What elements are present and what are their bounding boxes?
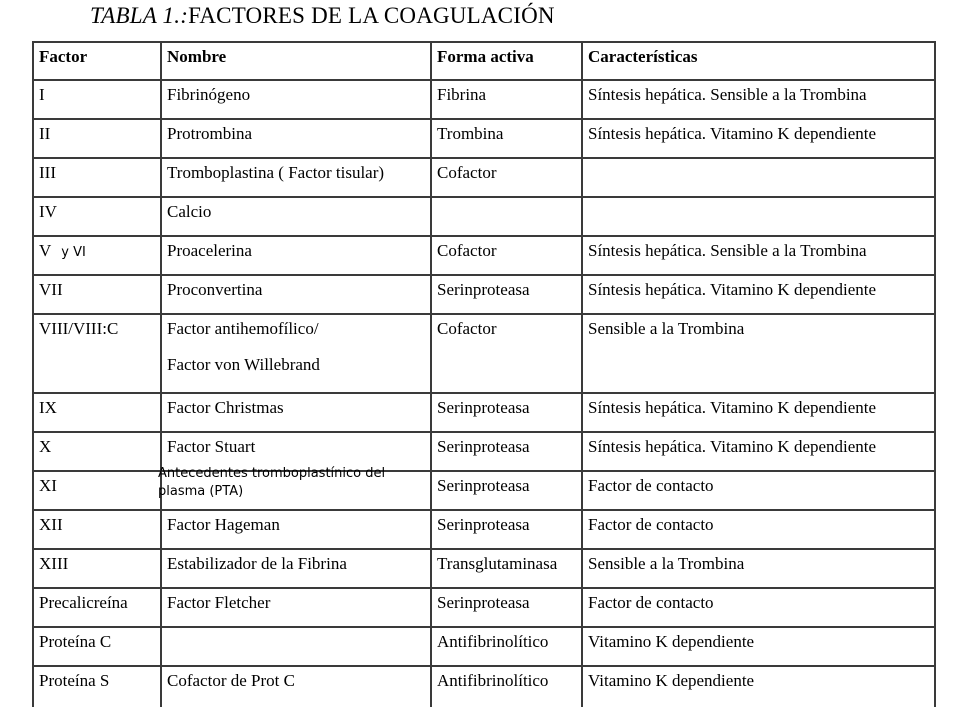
cell-forma: Trombina — [431, 119, 582, 158]
cell-factor: X — [33, 432, 161, 471]
cell-forma: Serinproteasa — [431, 275, 582, 314]
cell-forma: Cofactor — [431, 158, 582, 197]
cell-forma: Serinproteasa — [431, 588, 582, 627]
table-number: TABLA 1.: — [90, 3, 189, 28]
table-row — [33, 119, 935, 158]
table-row — [33, 314, 935, 393]
table-row — [33, 197, 935, 236]
cell-factor: Proteína S — [33, 666, 161, 707]
cell-forma: Cofactor — [431, 314, 582, 393]
cell-nombre — [161, 314, 431, 393]
factor-xi-name-note: Antecedentes tromboplastínico del plasma (PTA) — [158, 466, 386, 499]
cell-forma: Transglutaminasa — [431, 549, 582, 588]
cell-caract: Síntesis hepática. Vitamino K dependiente — [582, 432, 935, 471]
cell-caract: Síntesis hepática. Sensible a la Trombina — [582, 80, 935, 119]
cell-forma: Antifibrinolítico — [431, 666, 582, 707]
header-row — [33, 42, 935, 80]
table-row — [33, 627, 935, 666]
cell-caract: Factor de contacto — [582, 471, 935, 510]
table-title: FACTORES DE LA COAGULACIÓN — [188, 3, 555, 28]
nombre-line-1: Factor antihemofílico/ — [167, 319, 319, 338]
cell-factor: I — [33, 80, 161, 119]
cell-caract: Síntesis hepática. Sensible a la Trombina — [582, 236, 935, 275]
cell-factor — [33, 236, 161, 275]
factor-v-note: y VI — [61, 245, 86, 260]
cell-forma: Fibrina — [431, 80, 582, 119]
table-row — [33, 275, 935, 314]
cell-forma: Cofactor — [431, 236, 582, 275]
cell-factor: Proteína C — [33, 627, 161, 666]
nombre-line-2: Factor von Willebrand — [167, 355, 320, 374]
cell-nombre: Factor Fletcher — [161, 588, 431, 627]
header-forma-activa: Forma activa — [431, 42, 582, 80]
cell-nombre: Fibrinógeno — [161, 80, 431, 119]
cell-factor: XII — [33, 510, 161, 549]
cell-factor: IX — [33, 393, 161, 432]
cell-caract: Síntesis hepática. Vitamino K dependiente — [582, 393, 935, 432]
cell-caract: Factor de contacto — [582, 510, 935, 549]
cell-factor: III — [33, 158, 161, 197]
cell-factor: II — [33, 119, 161, 158]
cell-nombre: Proconvertina — [161, 275, 431, 314]
cell-nombre — [161, 627, 431, 666]
cell-forma: Serinproteasa — [431, 510, 582, 549]
table-row — [33, 158, 935, 197]
cell-nombre: Proacelerina — [161, 236, 431, 275]
header-nombre: Nombre — [161, 42, 431, 80]
table-row — [33, 236, 935, 275]
cell-caract — [582, 158, 935, 197]
cell-forma: Serinproteasa — [431, 432, 582, 471]
cell-factor: IV — [33, 197, 161, 236]
header-caracteristicas: Características — [582, 42, 935, 80]
cell-caract: Síntesis hepática. Vitamino K dependiente — [582, 275, 935, 314]
cell-nombre: Cofactor de Prot C — [161, 666, 431, 707]
cell-nombre: Tromboplastina ( Factor tisular) — [161, 158, 431, 197]
cell-nombre: Factor Hageman — [161, 510, 431, 549]
document-title — [90, 3, 555, 29]
cell-factor: Precalicreína — [33, 588, 161, 627]
cell-factor: VIII/VIII:C — [33, 314, 161, 393]
cell-caract: Síntesis hepática. Vitamino K dependiente — [582, 119, 935, 158]
table-row — [33, 588, 935, 627]
cell-nombre: Factor Christmas — [161, 393, 431, 432]
cell-forma: Antifibrinolítico — [431, 627, 582, 666]
cell-nombre: Protrombina — [161, 119, 431, 158]
table-row — [33, 549, 935, 588]
table-row — [33, 510, 935, 549]
table-row — [33, 80, 935, 119]
cell-nombre: Estabilizador de la Fibrina — [161, 549, 431, 588]
cell-forma: Serinproteasa — [431, 393, 582, 432]
cell-nombre: Factor Stuart — [161, 432, 431, 471]
cell-forma — [431, 197, 582, 236]
header-factor: Factor — [33, 42, 161, 80]
cell-factor: XIII — [33, 549, 161, 588]
cell-factor: XI — [33, 471, 161, 510]
cell-factor: VII — [33, 275, 161, 314]
cell-caract: Sensible a la Trombina — [582, 314, 935, 393]
table-row — [33, 666, 935, 707]
cell-caract — [582, 197, 935, 236]
cell-caract: Vitamino K dependiente — [582, 627, 935, 666]
factor-v-label: V — [39, 241, 52, 260]
cell-caract: Factor de contacto — [582, 588, 935, 627]
cell-caract: Vitamino K dependiente — [582, 666, 935, 707]
cell-forma: Serinproteasa — [431, 471, 582, 510]
table-row — [33, 393, 935, 432]
coagulation-factors-table — [32, 41, 936, 707]
cell-caract: Sensible a la Trombina — [582, 549, 935, 588]
cell-nombre: Calcio — [161, 197, 431, 236]
